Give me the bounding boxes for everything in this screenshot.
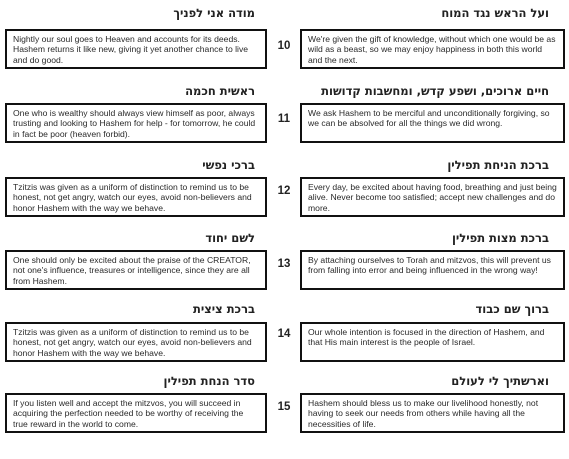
right-card-15 — [300, 393, 565, 433]
row-number-13: 13 — [277, 258, 291, 270]
left-card-12 — [5, 177, 267, 217]
left-card-text-15: If you listen well and accept the mitzvos, you will succeed in acquiring the perfection needed to be worthy of receiving the true reward in the world to come. — [13, 398, 244, 429]
right-card-text-15: Hashem should bless us to make our livelihood honestly, not having to seek our needs from others while having all the necessities of life. — [308, 398, 539, 429]
left-heading-15: סדר הנחת תפילין — [163, 374, 255, 388]
left-card-text-10: Nightly our soul goes to Heaven and accounts for its deeds. Hashem returns it like new, giving it yet another chance to live and do good. — [13, 34, 249, 65]
right-card-text-12: Every day, be excited about having food, breathing and just being alive. Never become too satisfied; accept new challenges and do more. — [308, 182, 557, 213]
row-number-14: 14 — [277, 328, 291, 340]
right-card-text-13: By attaching ourselves to Torah and mitzvos, this will prevent us from falling into error and being influenced in the wrong way! — [308, 255, 551, 276]
right-card-14 — [300, 322, 565, 362]
left-card-11 — [5, 103, 267, 143]
right-heading-11: חיים ארוכים, ושפע קדש, ומחשבות קדושות — [321, 84, 549, 98]
left-card-14 — [5, 322, 267, 362]
left-heading-13: לשם יחוד — [205, 231, 255, 245]
row-number-10: 10 — [277, 40, 291, 52]
left-heading-11: ראשית חכמה — [185, 84, 255, 98]
right-card-text-10: We're given the gift of knowledge, without which one would be as wild as a beast, so we may enjoy happiness in both this world and the next. — [308, 34, 556, 65]
left-card-13 — [5, 250, 267, 290]
row-number-11: 11 — [277, 113, 291, 125]
row-number-12: 12 — [277, 185, 291, 197]
right-heading-13: ברכת מצות תפילין — [451, 231, 549, 245]
left-card-text-14: Tzitzis was given as a uniform of distinction to remind us to be honest, not get angry, watch our eyes, avoid non-believers and honor Hashem with the way we behave. — [13, 327, 252, 358]
left-heading-12: ברכי נפשי — [202, 158, 255, 172]
right-heading-15: וארשתיך לי לעולם — [451, 374, 549, 388]
left-heading-10: מודה אני לפניך — [173, 6, 255, 20]
left-card-15 — [5, 393, 267, 433]
right-card-10 — [300, 29, 565, 69]
right-heading-14: ברוך שם כבוד — [475, 302, 549, 316]
right-card-text-14: Our whole intention is focused in the direction of Hashem, and that His main interest is the people of Israel. — [308, 327, 545, 348]
right-card-12 — [300, 177, 565, 217]
row-number-15: 15 — [277, 401, 291, 413]
left-card-text-13: One should only be excited about the praise of the CREATOR, not one's influence, treasures or intelligence, since they are all from Hashem. — [13, 255, 251, 286]
right-heading-10: ועל הראש נגד המוח — [441, 6, 549, 20]
left-card-text-11: One who is wealthy should always view himself as poor, always trusting and looking to Hashem for help - for tomorrow, he could in fact be poor (heaven forbid). — [13, 108, 256, 139]
right-card-text-11: We ask Hashem to be merciful and unconditionally forgiving, so we can be absolved for all the things we did wrong. — [308, 108, 550, 129]
right-card-13 — [300, 250, 565, 290]
left-card-10 — [5, 29, 267, 69]
right-heading-12: ברכת הניחת תפילין — [447, 158, 549, 172]
left-card-text-12: Tzitzis was given as a uniform of distinction to remind us to be honest, not get angry, watch our eyes, avoid non-believers and honor Hashem with the way we behave. — [13, 182, 252, 213]
right-card-11 — [300, 103, 565, 143]
left-heading-14: ברכת ציצית — [193, 302, 255, 316]
